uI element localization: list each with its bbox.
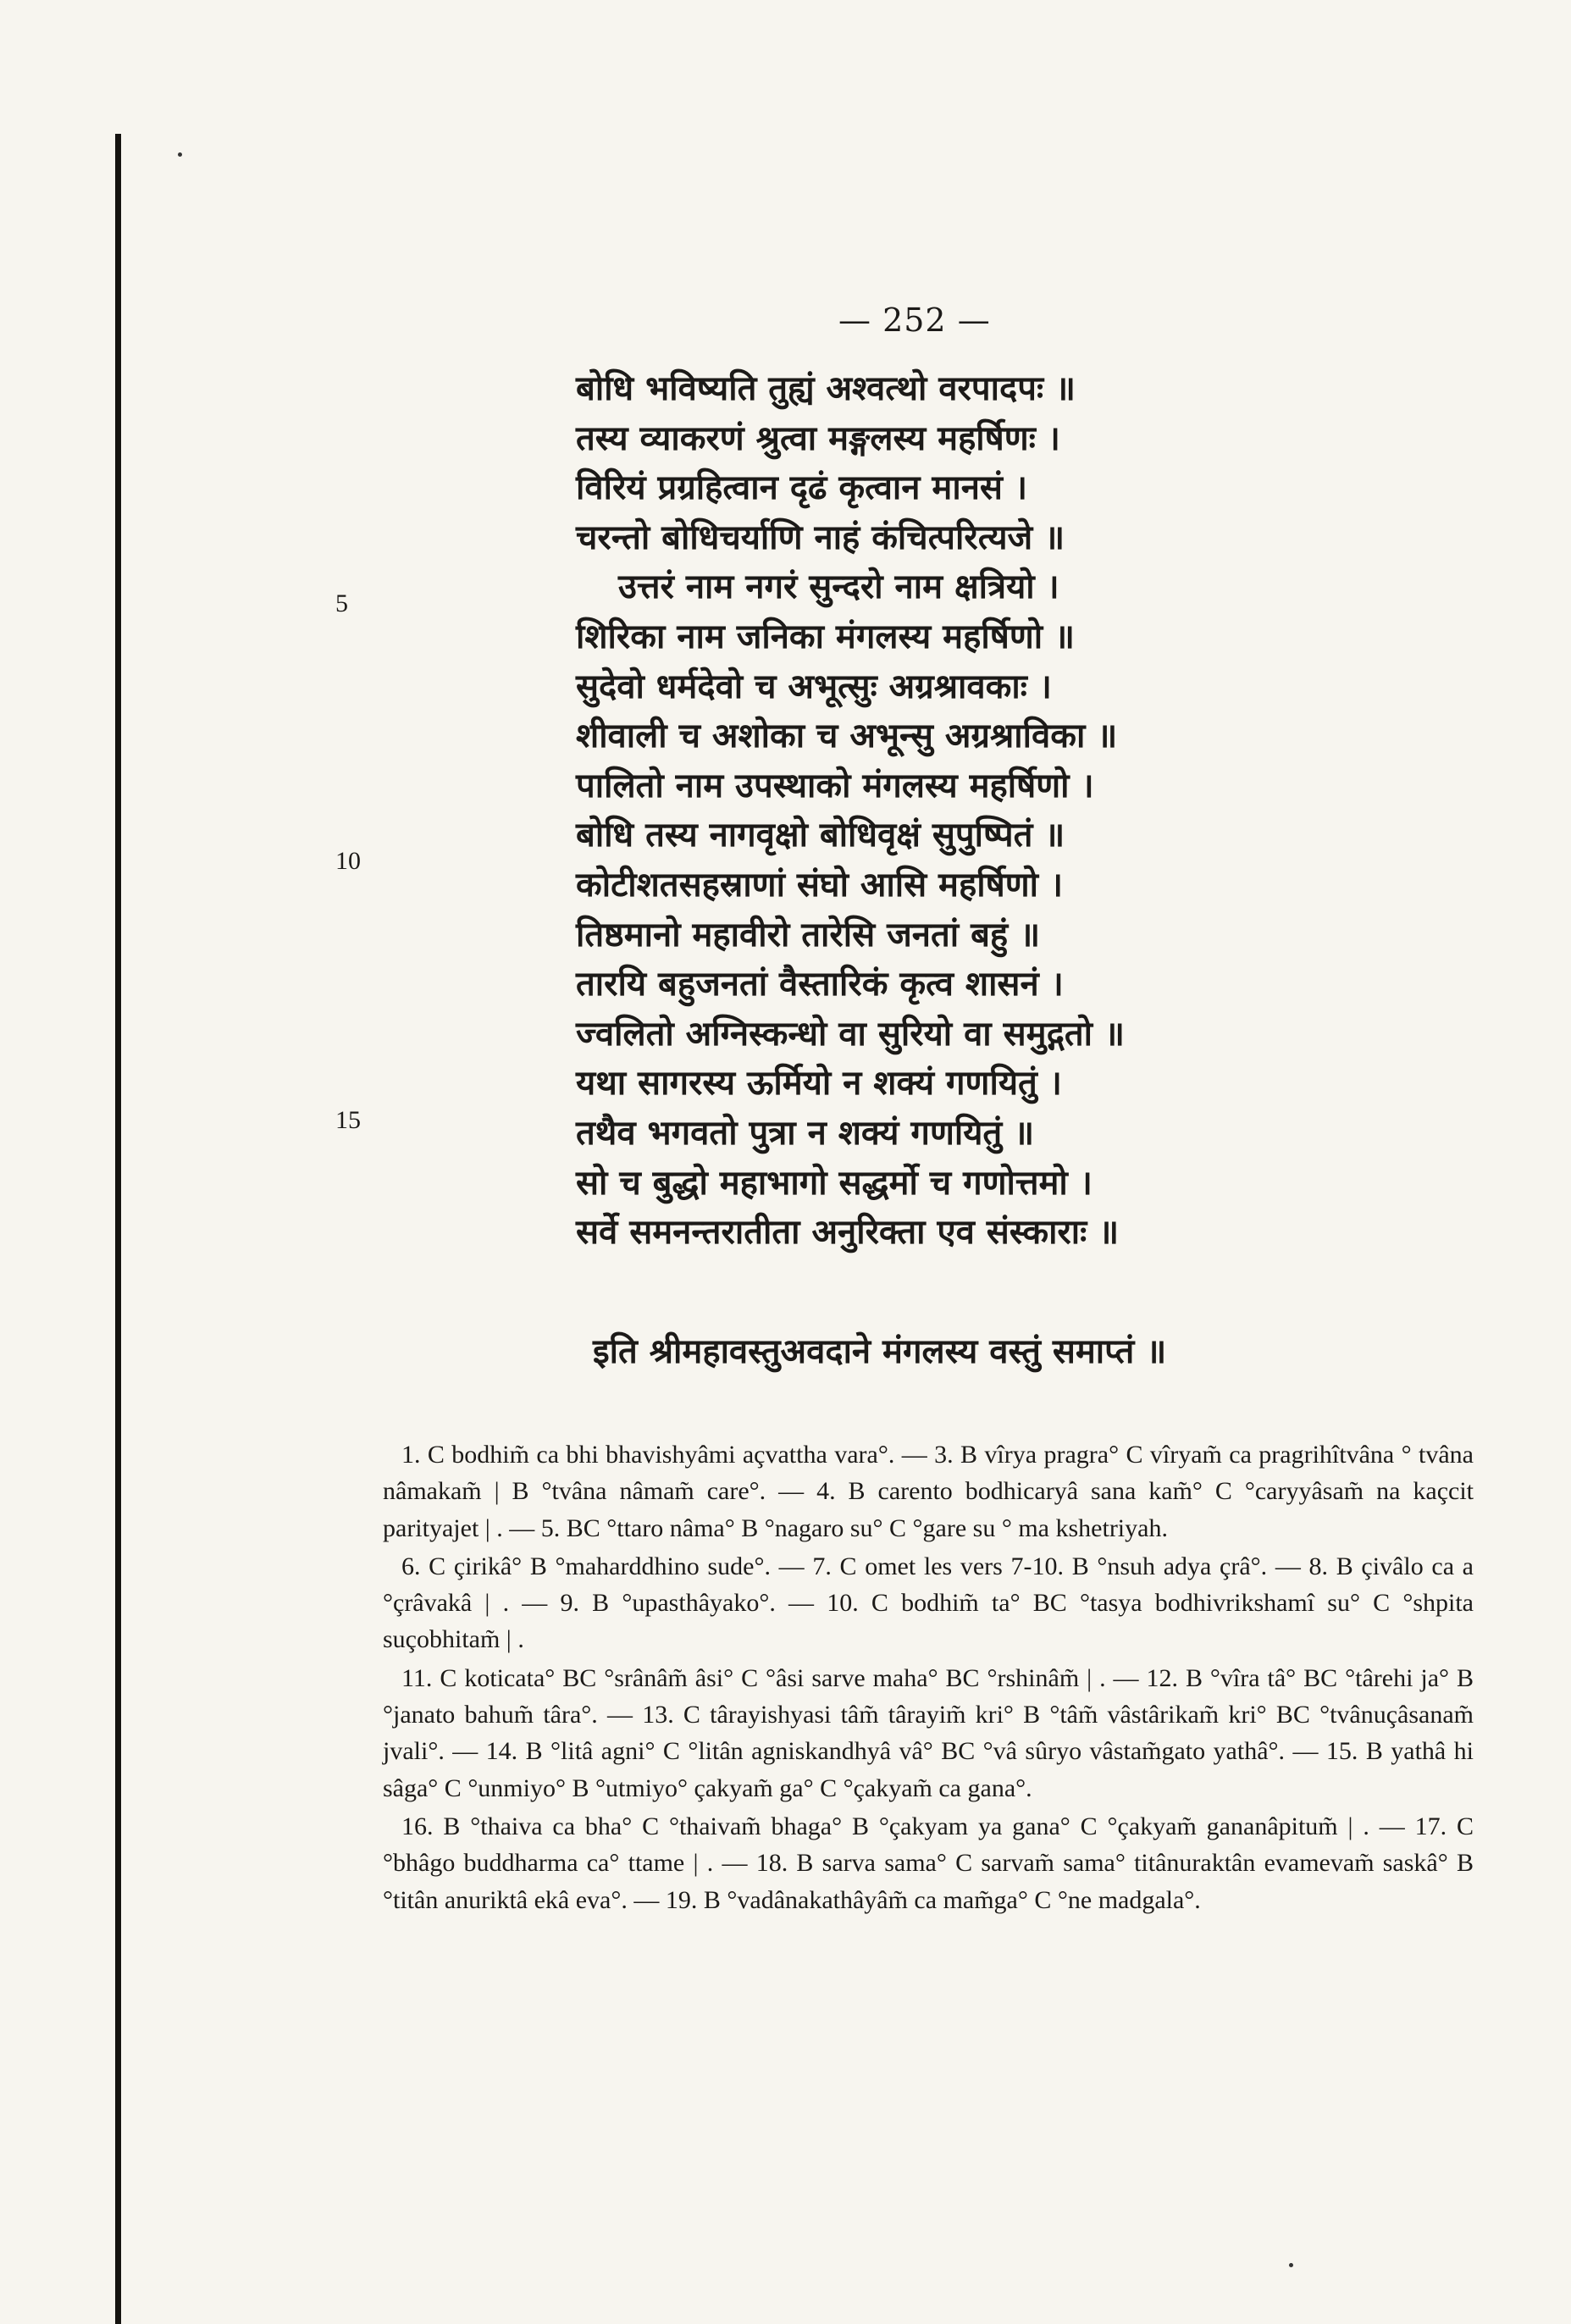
verse-line: पालितो नाम उपस्थाको मंगलस्य महर्षिणो ।	[576, 766, 1094, 805]
footnote-paragraph: 11. C koticata° BC °srânâm̃ âsi° C °âsi sarve maha° BC °rshinâm̃ | . — 12. B °vîra tâ° BC °târehi ja° B °janato bahum̃ târa°. — 13. C târayishyasi tâm̃ târayim̃ kri° B °tâm̃ vâstârikam̃ kri° BC °tvânuçâsanam̃ jvali°. — 14. B °litâ agni° C °litân agniskandhyâ vâ° BC °vâ sûryo vâstam̃gato yathâ°. — 15. B yathâ hi sâga° C °unmiyo° B °utmiyo° çakyam̃ ga° C °çakyam̃ ca gana°.	[383, 1663, 1474, 1802]
verse-line: उत्तरं नाम नगरं सुन्दरो नाम क्षत्रियो ।	[618, 567, 1059, 607]
footnote-paragraph: 1. C bodhim̃ ca bhi bhavishyâmi açvattha vara°. — 3. B vîrya pragra° C vîryam̃ ca pragrihîtvâna ° tvâna nâmakam̃ | B °tvâna nâmam̃ care°. — 4. B carento bodhicaryâ sana kam̃° C °caryyâsam̃ na kaçcit parityajet | . — 5. BC °ttaro nâma° B °nagaro su° C °gare su ° ma kshetriyah.	[383, 1441, 1474, 1542]
verse-line: बोधि तस्य नागवृक्षो बोधिवृक्षं सुपुष्पितं ॥	[576, 816, 1065, 855]
verse-line: यथा सागरस्य ऊर्मियो न शक्यं गणयितुं ।	[576, 1064, 1062, 1104]
verse-line: शिरिका नाम जनिका मंगलस्य महर्षिणो ॥	[576, 617, 1075, 656]
print-speck	[178, 152, 182, 157]
footnotes	[383, 1436, 1474, 1920]
verse-line: सर्वे समनन्तरातीता अनुरिक्ता एव संस्काराः ॥	[576, 1213, 1120, 1253]
verse-line: बोधि भविष्यति तुह्यं अश्वत्थो वरपादपः ॥	[576, 369, 1076, 408]
verse-line: तिष्ठमानो महावीरो तारेसि जनतां बहुं ॥	[576, 915, 1041, 955]
footnote-paragraph: 6. C çirikâ° B °maharddhino sude°. — 7. C omet les vers 7-10. B °nsuh adya çrâ°. — 8. B çivâlo ca a °çrâvakâ | . — 9. B °upasthâyako°. — 10. C bodhim̃ ta° BC °tasya bodhivrikshamî su° C °shpita suçobhitam̃ | .	[383, 1552, 1474, 1654]
verse-line: शीवाली च अशोका च अभून्सु अग्रश्राविका ॥	[576, 717, 1118, 756]
page-binding-rule	[115, 134, 121, 2324]
verse-line: ज्वलितो अग्निस्कन्धो वा सुरियो वा समुद्गतो ॥	[576, 1014, 1125, 1054]
footnote-paragraph: 16. B °thaiva ca bha° C °thaivam̃ bhaga° B °çakyam ya gana° C °çakyam̃ gananâpitum̃ | . — 17. C °bhâgo buddharma ca° ttame | . — 18. B sarva sama° C sarvam̃ sama° titânuraktân evamevam̃ saskâ° B °titân anuriktâ ekâ eva°. — 19. B °vadânakathâyâm̃ ca mam̃ga° C °ne madgala°.	[383, 1812, 1474, 1914]
verse-line: सो च बुद्धो महाभागो सद्धर्मो च गणोत्तमो ।	[576, 1163, 1093, 1203]
verse-line: विरियं प्रग्रहित्वान दृढं कृत्वान मानसं ।	[576, 468, 1028, 508]
verse-line: सुदेवो धर्मदेवो च अभूत्सुः अग्रश्रावकाः ।	[576, 667, 1052, 706]
verse-line: चरन्तो बोधिचर्याणि नाहं कंचित्परित्यजे ॥	[576, 517, 1065, 557]
verse-block	[576, 364, 1270, 1258]
print-speck	[1289, 2263, 1293, 2267]
page-number: — 252 —	[838, 302, 991, 339]
colophon: इति श्रीमहावस्तुअवदाने मंगलस्य वस्तुं समाप्तं ॥	[593, 1332, 1167, 1371]
verse-line: तथैव भगवतो पुत्रा न शक्यं गणयितुं ॥	[576, 1113, 1035, 1153]
verse-line: तस्य व्याकरणं श्रुत्वा मङ्गलस्य महर्षिणः ।	[576, 418, 1060, 458]
line-number: 5	[335, 589, 348, 617]
line-number: 15	[335, 1106, 361, 1134]
verse-line: कोटीशतसहस्राणां संघो आसि महर्षिणो ।	[576, 865, 1064, 905]
line-number: 10	[335, 847, 361, 875]
verse-line: तारयि बहुजनतां वैस्तारिकं कृत्व शासनं ।	[576, 965, 1064, 1004]
